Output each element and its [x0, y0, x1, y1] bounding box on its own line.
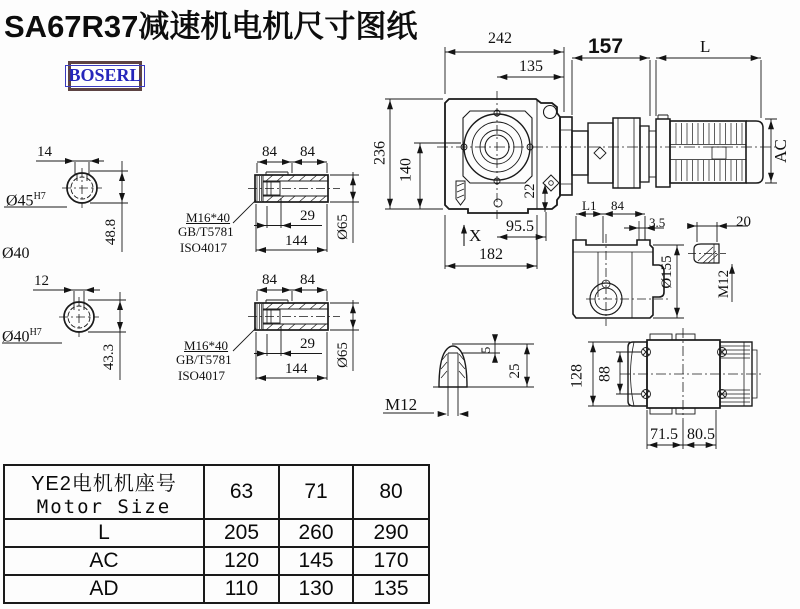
brand-logo — [68, 61, 142, 91]
table-header-cell — [4, 465, 204, 519]
dim-84-b2: 84 — [300, 272, 315, 288]
dim-80-5: 80.5 — [687, 426, 715, 443]
row-label-AD: AD — [4, 575, 204, 603]
label-std2-b: ISO4017 — [178, 368, 225, 383]
dim-22: 22 — [522, 183, 539, 199]
cell-AC-71: 145 — [279, 547, 353, 575]
label-bore-45: $Ø45^{H7}$ — [6, 191, 46, 210]
dim-242: 242 — [488, 30, 512, 47]
row-label-AC: AC — [4, 547, 204, 575]
size-col-63: 63 — [204, 465, 279, 519]
size-col-80: 80 — [353, 465, 429, 519]
dim-236: 236 — [371, 141, 389, 165]
dim-43-3: 43.3 — [101, 343, 118, 371]
dim-84-a1: 84 — [262, 144, 277, 160]
brand-logo-text: BOSERL — [65, 65, 144, 87]
dim-157: 157 — [588, 35, 624, 58]
table-row-L — [4, 519, 429, 547]
label-m12-detail: M12 — [385, 395, 418, 414]
label-bore-40: $Ø40^{H7}$ — [2, 327, 42, 346]
table-row-AC — [4, 547, 429, 575]
dim-29-b: 29 — [300, 336, 315, 352]
dim-144-a: 144 — [285, 233, 308, 249]
table-header-en: Motor Size — [36, 495, 172, 518]
cell-L-80: 290 — [353, 519, 429, 547]
page-title: SA67R37减速机电机尺寸图纸 — [4, 9, 418, 44]
label-L: L — [700, 37, 711, 56]
dim-keyway-12: 12 — [34, 273, 49, 289]
dim-182: 182 — [479, 246, 503, 263]
dim-o155: Ø155 — [659, 255, 676, 289]
dim-84-a2: 84 — [300, 144, 315, 160]
table-row-AD — [4, 575, 429, 603]
dim-48-8: 48.8 — [103, 218, 120, 246]
dim-128: 128 — [568, 364, 586, 388]
size-col-71: 71 — [279, 465, 353, 519]
label-m12-side: M12 — [716, 269, 733, 299]
label-bolt-b: M16*40 — [184, 338, 229, 353]
motor-drawing — [560, 58, 777, 195]
cell-AD-71: 130 — [279, 575, 353, 603]
dim-L1: L1 — [582, 198, 597, 213]
label-x: X — [469, 226, 482, 245]
dim-5: 5 — [478, 346, 494, 354]
dim-3-5: 3.5 — [649, 215, 666, 230]
cell-AC-80: 170 — [353, 547, 429, 575]
label-AC: AC — [771, 139, 791, 163]
dim-84-b1: 84 — [262, 272, 277, 288]
table-header-row — [4, 465, 429, 519]
label-std1-b: GB/T5781 — [176, 352, 232, 367]
cell-AD-80: 135 — [353, 575, 429, 603]
dim-o65-a: Ø65 — [335, 214, 352, 240]
table-header-cn: YE2电机机座号 — [31, 472, 177, 495]
label-std1-a: GB/T5781 — [178, 224, 234, 239]
dim-29-a: 29 — [300, 208, 315, 224]
label-bolt-a: M16*40 — [186, 210, 231, 225]
row-label-L: L — [4, 519, 204, 547]
dim-25: 25 — [507, 363, 524, 379]
cell-L-63: 205 — [204, 519, 279, 547]
dim-20: 20 — [736, 214, 751, 230]
motor-size-table — [3, 464, 430, 604]
dim-o65-b: Ø65 — [335, 342, 352, 368]
label-std2-a: ISO4017 — [180, 240, 227, 255]
dim-140: 140 — [397, 158, 415, 182]
dim-88: 88 — [596, 366, 614, 382]
dim-keyway-14: 14 — [37, 144, 52, 160]
dim-84-side: 84 — [611, 198, 624, 213]
dim-95-5: 95.5 — [506, 218, 534, 235]
dim-71-5: 71.5 — [650, 426, 678, 443]
cell-AC-63: 120 — [204, 547, 279, 575]
dim-144-b: 144 — [285, 361, 308, 377]
dim-135: 135 — [519, 58, 543, 75]
cell-L-71: 260 — [279, 519, 353, 547]
label-o40: Ø40 — [2, 245, 30, 262]
cell-AD-63: 110 — [204, 575, 279, 603]
